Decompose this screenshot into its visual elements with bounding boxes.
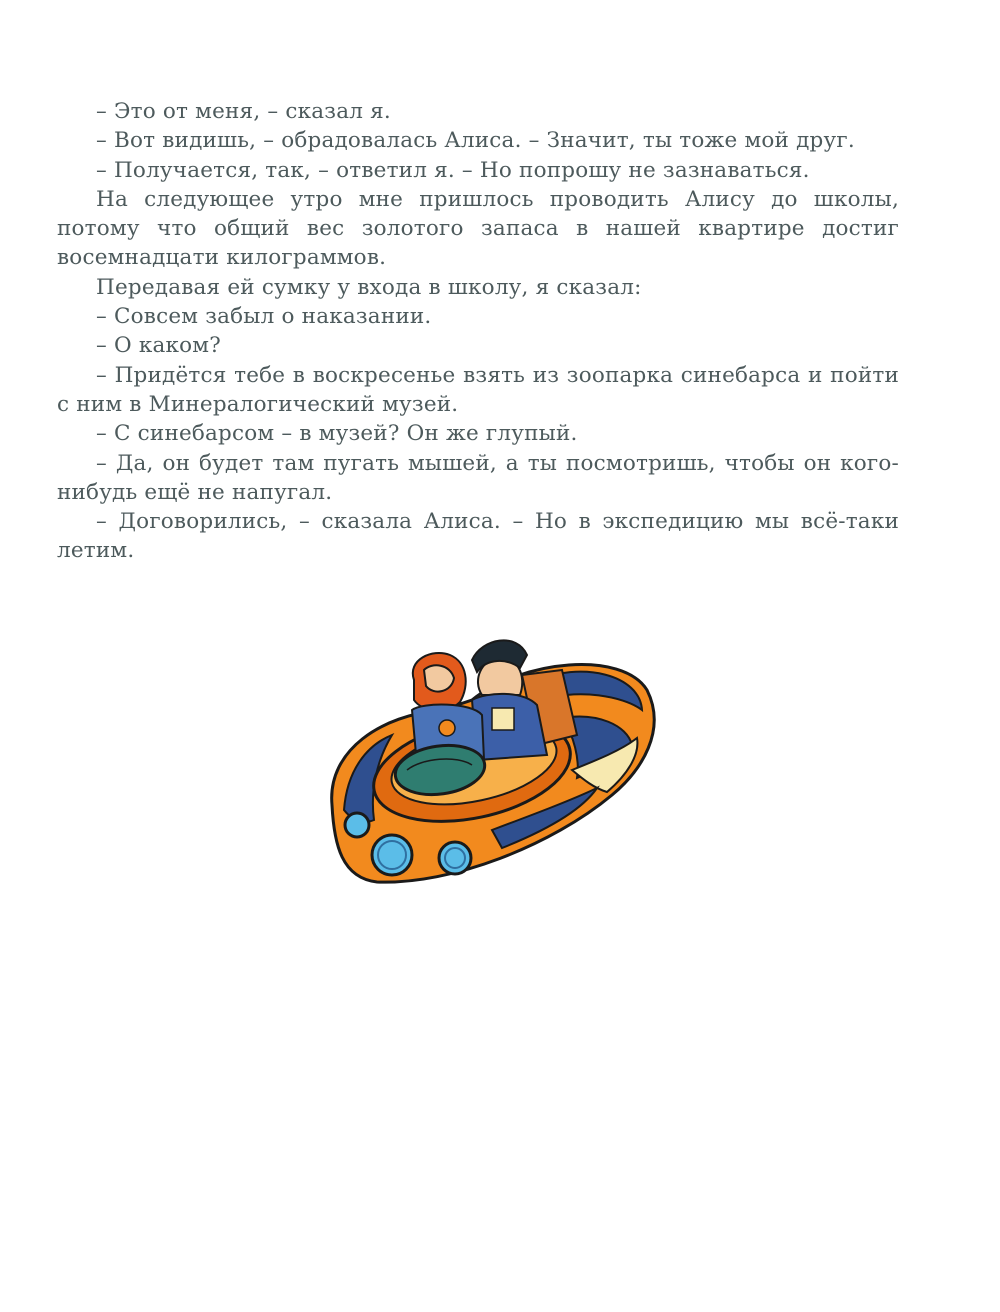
paragraph: – Совсем забыл о наказании.	[96, 304, 432, 330]
suit-patch	[492, 708, 514, 730]
paragraph: – Это от меня, – сказал я.	[96, 99, 391, 124]
paragraph: – С синебарсом – в музей? Он же глупый.	[96, 421, 578, 447]
paragraph: – Придётся тебе в воскресенье взять из зоопарка синебарса и пойти с ним в Минералогический музей.	[57, 362, 899, 417]
paragraph: – Вот видишь, – обрадовалась Алиса. – Значит, ты тоже мой друг.	[96, 128, 855, 154]
paragraph: – Да, он будет там пугать мышей, а ты посмотришь, чтобы он кого-нибудь ещё не напугал.	[57, 450, 899, 505]
porthole	[439, 842, 471, 874]
paragraph: На следующее утро мне пришлось проводить Алису до школы, потому что общий вес золотого запаса в нашей квартире достиг восемнадцати килограммов.	[57, 186, 899, 271]
paragraph: – О каком?	[96, 333, 221, 359]
paragraph: Передавая ей сумку у входа в школу, я сказал:	[96, 274, 642, 300]
paragraph: – Получается, так, – ответил я. – Но попрошу не зазнаваться.	[96, 157, 810, 183]
paragraph: – Договорились, – сказала Алиса. – Но в экспедицию мы всё-таки летим.	[57, 509, 899, 564]
text-block	[57, 97, 899, 566]
suit-badge	[439, 720, 455, 736]
spaceship-illustration-icon	[322, 620, 662, 895]
pilot-head	[424, 665, 454, 691]
porthole	[345, 813, 369, 837]
